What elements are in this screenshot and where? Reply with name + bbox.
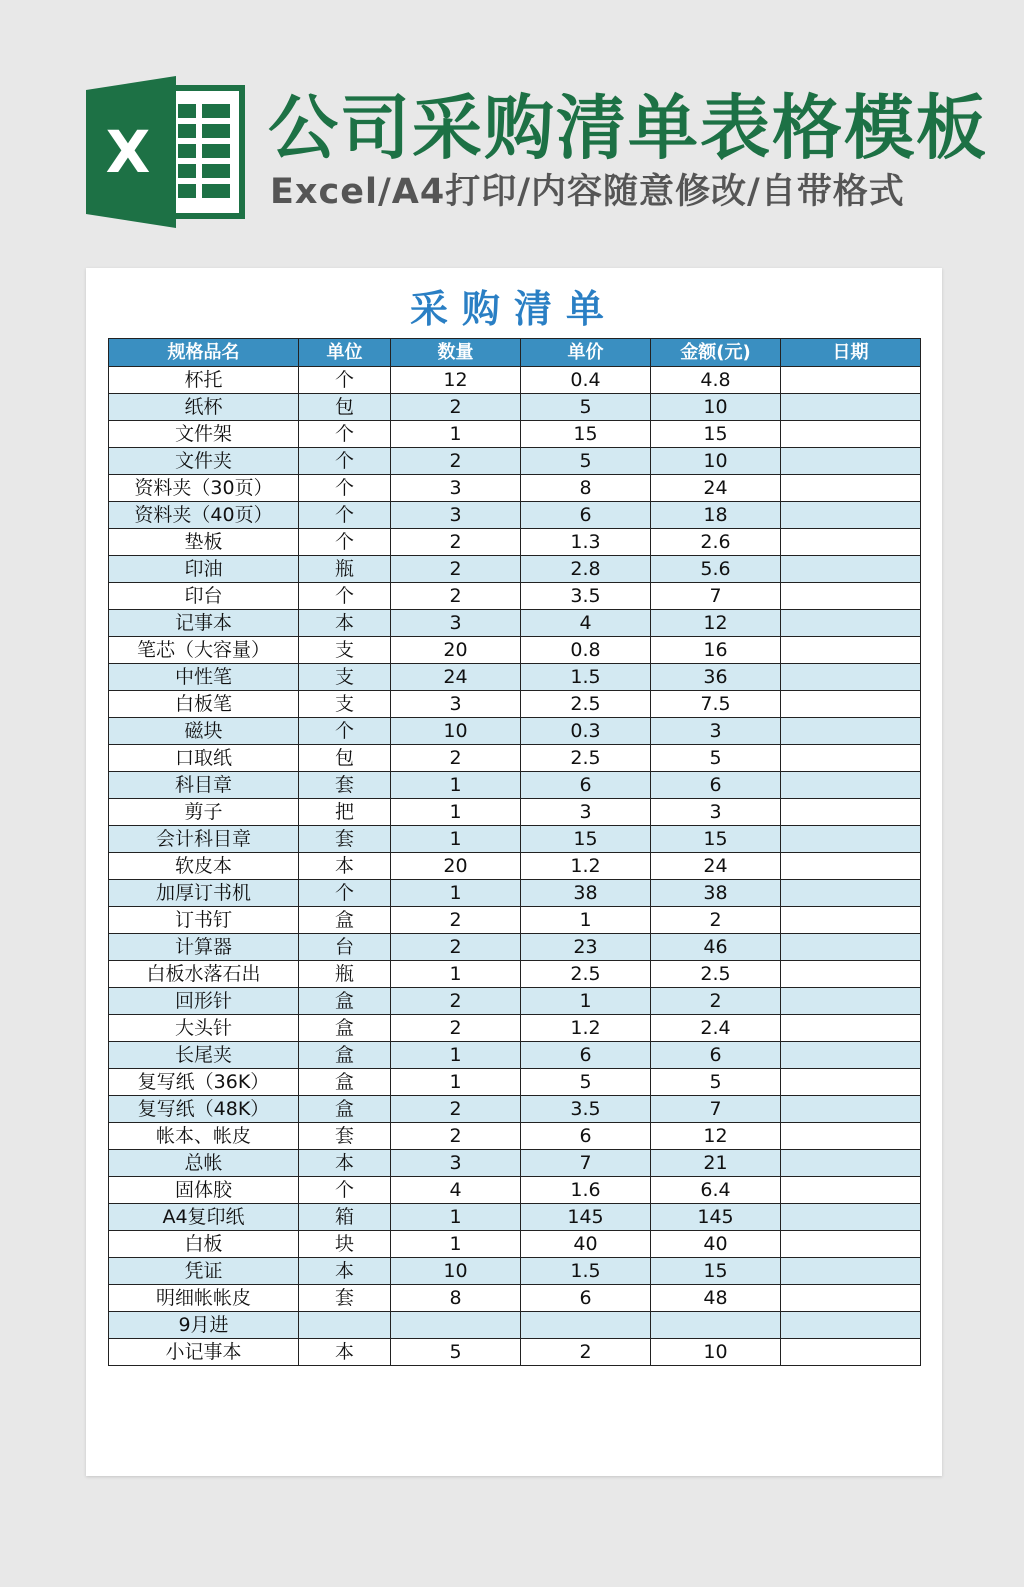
cell-col-qty[interactable]: 2: [391, 1123, 521, 1150]
table-row: [109, 853, 921, 880]
cell-col-unit[interactable]: 套: [299, 1123, 391, 1150]
cell-col-date[interactable]: [781, 637, 921, 664]
cell-col-amount[interactable]: 18: [651, 502, 781, 529]
cell-col-name[interactable]: 文件架: [109, 421, 299, 448]
cell-col-unit[interactable]: 盒: [299, 1042, 391, 1069]
cell-col-qty[interactable]: 2: [391, 529, 521, 556]
cell-col-name[interactable]: 笔芯（大容量）: [109, 637, 299, 664]
cell-col-qty[interactable]: 2: [391, 1015, 521, 1042]
cell-col-amount[interactable]: 38: [651, 880, 781, 907]
cell-col-price[interactable]: 145: [521, 1204, 651, 1231]
cell-col-date[interactable]: [781, 448, 921, 475]
cell-col-name[interactable]: 印油: [109, 556, 299, 583]
cell-col-amount[interactable]: 10: [651, 394, 781, 421]
cell-col-unit[interactable]: 支: [299, 691, 391, 718]
table-row: [109, 880, 921, 907]
cell-col-name[interactable]: 长尾夹: [109, 1042, 299, 1069]
cell-col-price[interactable]: 6: [521, 1123, 651, 1150]
cell-col-unit[interactable]: 个: [299, 583, 391, 610]
cell-col-qty[interactable]: 1: [391, 880, 521, 907]
cell-col-amount[interactable]: 3: [651, 718, 781, 745]
table-row: [109, 664, 921, 691]
cell-col-price[interactable]: 2.5: [521, 691, 651, 718]
cell-col-date[interactable]: [781, 475, 921, 502]
table-row: [109, 529, 921, 556]
cell-col-qty[interactable]: 2: [391, 556, 521, 583]
cell-col-amount[interactable]: 15: [651, 421, 781, 448]
cell-col-qty[interactable]: 1: [391, 826, 521, 853]
cell-col-amount[interactable]: 6.4: [651, 1177, 781, 1204]
cell-col-name[interactable]: 订书钉: [109, 907, 299, 934]
cell-col-qty[interactable]: 12: [391, 367, 521, 394]
cell-col-date[interactable]: [781, 610, 921, 637]
table-row: [109, 1123, 921, 1150]
cell-col-qty[interactable]: 1: [391, 772, 521, 799]
cell-col-unit[interactable]: [299, 1312, 391, 1339]
cell-col-price[interactable]: 1: [521, 988, 651, 1015]
cell-col-date[interactable]: [781, 988, 921, 1015]
cell-col-unit[interactable]: 本: [299, 853, 391, 880]
cell-col-qty[interactable]: 2: [391, 988, 521, 1015]
cell-col-unit[interactable]: 个: [299, 1177, 391, 1204]
cell-col-unit[interactable]: 块: [299, 1231, 391, 1258]
cell-col-unit[interactable]: 包: [299, 745, 391, 772]
cell-col-qty[interactable]: 5: [391, 1339, 521, 1366]
cell-col-amount[interactable]: 7: [651, 583, 781, 610]
cell-col-unit[interactable]: 套: [299, 1285, 391, 1312]
cell-col-unit[interactable]: 个: [299, 475, 391, 502]
cell-col-name[interactable]: 复写纸（48K）: [109, 1096, 299, 1123]
cell-col-amount[interactable]: 6: [651, 1042, 781, 1069]
cell-col-date[interactable]: [781, 907, 921, 934]
cell-col-qty[interactable]: 2: [391, 583, 521, 610]
cell-col-name[interactable]: 口取纸: [109, 745, 299, 772]
header-col-name: 规格品名: [109, 339, 299, 367]
table-row: [109, 610, 921, 637]
cell-col-unit[interactable]: 把: [299, 799, 391, 826]
cell-col-unit[interactable]: 本: [299, 1339, 391, 1366]
cell-col-price[interactable]: 2.5: [521, 745, 651, 772]
table-row: [109, 1096, 921, 1123]
table-row: [109, 421, 921, 448]
cell-col-price[interactable]: 1.6: [521, 1177, 651, 1204]
table-row: [109, 367, 921, 394]
header-col-date: 日期: [781, 339, 921, 367]
table-row: [109, 907, 921, 934]
cell-col-name[interactable]: 文件夹: [109, 448, 299, 475]
sheet-title: 采购清单: [409, 287, 618, 331]
cell-col-qty[interactable]: 1: [391, 961, 521, 988]
cell-col-amount[interactable]: 46: [651, 934, 781, 961]
cell-col-name[interactable]: 固体胶: [109, 1177, 299, 1204]
cell-col-date[interactable]: [781, 1015, 921, 1042]
table-row: [109, 475, 921, 502]
table-row: [109, 1015, 921, 1042]
cell-col-name[interactable]: 纸杯: [109, 394, 299, 421]
table-row: [109, 988, 921, 1015]
cell-col-price[interactable]: 3.5: [521, 1096, 651, 1123]
cell-col-unit[interactable]: 包: [299, 394, 391, 421]
cell-col-name[interactable]: 记事本: [109, 610, 299, 637]
cell-col-price[interactable]: 38: [521, 880, 651, 907]
table-row: [109, 394, 921, 421]
table-row: [109, 1042, 921, 1069]
table-body: [109, 367, 921, 1366]
cell-col-name[interactable]: 科目章: [109, 772, 299, 799]
cell-col-amount[interactable]: 2.6: [651, 529, 781, 556]
cell-col-amount[interactable]: 15: [651, 826, 781, 853]
page-title: 公司采购清单表格模板: [268, 87, 988, 169]
cell-col-date[interactable]: [781, 772, 921, 799]
cell-col-qty[interactable]: 1: [391, 1231, 521, 1258]
cell-col-name[interactable]: 白板水落石出: [109, 961, 299, 988]
cell-col-date[interactable]: [781, 1204, 921, 1231]
cell-col-unit[interactable]: 个: [299, 448, 391, 475]
cell-col-price[interactable]: 1.5: [521, 664, 651, 691]
table-row: [109, 826, 921, 853]
header-col-unit: 单位: [299, 339, 391, 367]
cell-col-name[interactable]: 总帐: [109, 1150, 299, 1177]
cell-col-unit[interactable]: 瓶: [299, 961, 391, 988]
cell-col-amount[interactable]: 24: [651, 853, 781, 880]
cell-col-qty[interactable]: 1: [391, 799, 521, 826]
cell-col-date[interactable]: [781, 1231, 921, 1258]
cell-col-name[interactable]: 回形针: [109, 988, 299, 1015]
cell-col-amount[interactable]: 21: [651, 1150, 781, 1177]
cell-col-amount[interactable]: 12: [651, 610, 781, 637]
cell-col-amount[interactable]: 5: [651, 1069, 781, 1096]
cell-col-amount[interactable]: 10: [651, 1339, 781, 1366]
cell-col-name[interactable]: 垫板: [109, 529, 299, 556]
cell-col-price[interactable]: 1.2: [521, 853, 651, 880]
cell-col-qty[interactable]: 2: [391, 934, 521, 961]
cell-col-amount[interactable]: 145: [651, 1204, 781, 1231]
table-row: [109, 934, 921, 961]
cell-col-date[interactable]: [781, 961, 921, 988]
cell-col-date[interactable]: [781, 664, 921, 691]
cell-col-amount[interactable]: 6: [651, 772, 781, 799]
cell-col-qty[interactable]: 3: [391, 475, 521, 502]
cell-col-qty[interactable]: 20: [391, 637, 521, 664]
cell-col-date[interactable]: [781, 421, 921, 448]
cell-col-price[interactable]: 0.3: [521, 718, 651, 745]
cell-col-name[interactable]: 小记事本: [109, 1339, 299, 1366]
cell-col-date[interactable]: [781, 367, 921, 394]
cell-col-qty[interactable]: 8: [391, 1285, 521, 1312]
page-subtitle: Excel/A4打印/内容随意修改/自带格式: [270, 172, 905, 212]
cell-col-unit[interactable]: 盒: [299, 1096, 391, 1123]
cell-col-date[interactable]: [781, 853, 921, 880]
cell-col-unit[interactable]: 箱: [299, 1204, 391, 1231]
cell-col-date[interactable]: [781, 583, 921, 610]
cell-col-qty[interactable]: [391, 1312, 521, 1339]
table-row: [109, 745, 921, 772]
cell-col-name[interactable]: 凭证: [109, 1258, 299, 1285]
cell-col-unit[interactable]: 本: [299, 1258, 391, 1285]
cell-col-amount[interactable]: 7.5: [651, 691, 781, 718]
cell-col-amount[interactable]: 3: [651, 799, 781, 826]
cell-col-name[interactable]: A4复印纸: [109, 1204, 299, 1231]
cell-col-price[interactable]: 7: [521, 1150, 651, 1177]
cell-col-date[interactable]: [781, 718, 921, 745]
cell-col-name[interactable]: 杯托: [109, 367, 299, 394]
cell-col-amount[interactable]: 4.8: [651, 367, 781, 394]
table-row: [109, 1339, 921, 1366]
table-row: [109, 502, 921, 529]
table-row: [109, 1177, 921, 1204]
cell-col-qty[interactable]: 4: [391, 1177, 521, 1204]
cell-col-price[interactable]: 1.2: [521, 1015, 651, 1042]
table-row: [109, 1285, 921, 1312]
logo-letter: X: [105, 118, 151, 186]
cell-col-price[interactable]: 1: [521, 907, 651, 934]
cell-col-qty[interactable]: 1: [391, 421, 521, 448]
cell-col-date[interactable]: [781, 394, 921, 421]
table-row: [109, 1204, 921, 1231]
cell-col-qty[interactable]: 3: [391, 610, 521, 637]
table-row: [109, 1258, 921, 1285]
cell-col-price[interactable]: 5: [521, 394, 651, 421]
cell-col-unit[interactable]: 个: [299, 529, 391, 556]
cell-col-unit[interactable]: 套: [299, 772, 391, 799]
cell-col-name[interactable]: 帐本、帐皮: [109, 1123, 299, 1150]
cell-col-unit[interactable]: 盒: [299, 988, 391, 1015]
cell-col-price[interactable]: [521, 1312, 651, 1339]
cell-col-name[interactable]: 白板笔: [109, 691, 299, 718]
cell-col-amount[interactable]: 2.4: [651, 1015, 781, 1042]
cell-col-name[interactable]: 资料夹（30页）: [109, 475, 299, 502]
cell-col-date[interactable]: [781, 1069, 921, 1096]
cell-col-price[interactable]: 0.4: [521, 367, 651, 394]
table-row: [109, 556, 921, 583]
cell-col-unit[interactable]: 盒: [299, 907, 391, 934]
cell-col-unit[interactable]: 台: [299, 934, 391, 961]
cell-col-price[interactable]: 15: [521, 826, 651, 853]
cell-col-date[interactable]: [781, 799, 921, 826]
cell-col-name[interactable]: 资料夹（40页）: [109, 502, 299, 529]
cell-col-price[interactable]: 6: [521, 1285, 651, 1312]
cell-col-amount[interactable]: [651, 1312, 781, 1339]
cell-col-amount[interactable]: 2: [651, 988, 781, 1015]
cell-col-amount[interactable]: 16: [651, 637, 781, 664]
cell-col-amount[interactable]: 36: [651, 664, 781, 691]
cell-col-unit[interactable]: 个: [299, 502, 391, 529]
cell-col-date[interactable]: [781, 1258, 921, 1285]
cell-col-qty[interactable]: 2: [391, 394, 521, 421]
cell-col-qty[interactable]: 3: [391, 1150, 521, 1177]
cell-col-qty[interactable]: 2: [391, 1096, 521, 1123]
cell-col-amount[interactable]: 7: [651, 1096, 781, 1123]
table-row: [109, 772, 921, 799]
cell-col-unit[interactable]: 个: [299, 421, 391, 448]
header-col-price: 单价: [521, 339, 651, 367]
table-row: [109, 1069, 921, 1096]
cell-col-name[interactable]: 印台: [109, 583, 299, 610]
cell-col-date[interactable]: [781, 826, 921, 853]
cell-col-price[interactable]: 8: [521, 475, 651, 502]
cell-col-amount[interactable]: 5.6: [651, 556, 781, 583]
cell-col-qty[interactable]: 24: [391, 664, 521, 691]
cell-col-name[interactable]: 白板: [109, 1231, 299, 1258]
purchase-table: [108, 338, 921, 1366]
cell-col-name[interactable]: 会计科目章: [109, 826, 299, 853]
cell-col-qty[interactable]: 2: [391, 448, 521, 475]
cell-col-price[interactable]: 40: [521, 1231, 651, 1258]
cell-col-date[interactable]: [781, 529, 921, 556]
cell-col-name[interactable]: 软皮本: [109, 853, 299, 880]
cell-col-date[interactable]: [781, 1123, 921, 1150]
cell-col-qty[interactable]: 20: [391, 853, 521, 880]
cell-col-date[interactable]: [781, 1042, 921, 1069]
cell-col-date[interactable]: [781, 745, 921, 772]
cell-col-date[interactable]: [781, 934, 921, 961]
cell-col-qty[interactable]: 2: [391, 745, 521, 772]
cell-col-price[interactable]: 3.5: [521, 583, 651, 610]
cell-col-name[interactable]: 磁块: [109, 718, 299, 745]
cell-col-price[interactable]: 4: [521, 610, 651, 637]
table-row: [109, 448, 921, 475]
cell-col-qty[interactable]: 1: [391, 1204, 521, 1231]
header-col-amount: 金额(元): [651, 339, 781, 367]
cell-col-amount[interactable]: 10: [651, 448, 781, 475]
cell-col-qty[interactable]: 10: [391, 718, 521, 745]
cell-col-name[interactable]: 9月进: [109, 1312, 299, 1339]
cell-col-amount[interactable]: 12: [651, 1123, 781, 1150]
cell-col-price[interactable]: 6: [521, 1042, 651, 1069]
cell-col-qty[interactable]: 1: [391, 1042, 521, 1069]
cell-col-price[interactable]: 2: [521, 1339, 651, 1366]
table-row: [109, 1150, 921, 1177]
cell-col-amount[interactable]: 40: [651, 1231, 781, 1258]
cell-col-amount[interactable]: 2.5: [651, 961, 781, 988]
cell-col-name[interactable]: 计算器: [109, 934, 299, 961]
spreadsheet-page: [86, 268, 942, 1476]
table-row: [109, 1312, 921, 1339]
table-row: [109, 637, 921, 664]
cell-col-date[interactable]: [781, 1150, 921, 1177]
cell-col-unit[interactable]: 支: [299, 637, 391, 664]
cell-col-unit[interactable]: 本: [299, 1150, 391, 1177]
cell-col-unit[interactable]: 个: [299, 367, 391, 394]
cell-col-unit[interactable]: 个: [299, 718, 391, 745]
cell-col-name[interactable]: 加厚订书机: [109, 880, 299, 907]
cell-col-price[interactable]: 3: [521, 799, 651, 826]
cell-col-name[interactable]: 中性笔: [109, 664, 299, 691]
table-row: [109, 691, 921, 718]
cell-col-date[interactable]: [781, 1312, 921, 1339]
table-row: [109, 583, 921, 610]
cell-col-qty[interactable]: 2: [391, 907, 521, 934]
cell-col-date[interactable]: [781, 880, 921, 907]
cell-col-unit[interactable]: 盒: [299, 1069, 391, 1096]
cell-col-price[interactable]: 5: [521, 1069, 651, 1096]
cell-col-price[interactable]: 1.5: [521, 1258, 651, 1285]
cell-col-amount[interactable]: 2: [651, 907, 781, 934]
cell-col-unit[interactable]: 瓶: [299, 556, 391, 583]
cell-col-date[interactable]: [781, 1096, 921, 1123]
cell-col-unit[interactable]: 套: [299, 826, 391, 853]
cell-col-amount[interactable]: 24: [651, 475, 781, 502]
cell-col-unit[interactable]: 盒: [299, 1015, 391, 1042]
cell-col-date[interactable]: [781, 1339, 921, 1366]
cell-col-price[interactable]: 5: [521, 448, 651, 475]
cell-col-unit[interactable]: 支: [299, 664, 391, 691]
cell-col-date[interactable]: [781, 691, 921, 718]
cell-col-amount[interactable]: 15: [651, 1258, 781, 1285]
cell-col-date[interactable]: [781, 1177, 921, 1204]
cell-col-date[interactable]: [781, 502, 921, 529]
cell-col-qty[interactable]: 3: [391, 502, 521, 529]
cell-col-price[interactable]: 2.5: [521, 961, 651, 988]
cell-col-qty[interactable]: 3: [391, 691, 521, 718]
cell-col-unit[interactable]: 个: [299, 880, 391, 907]
cell-col-unit[interactable]: 本: [299, 610, 391, 637]
table-row: [109, 1231, 921, 1258]
cell-col-price[interactable]: 0.8: [521, 637, 651, 664]
cell-col-amount[interactable]: 48: [651, 1285, 781, 1312]
excel-logo-icon: [86, 76, 246, 228]
cell-col-price[interactable]: 6: [521, 502, 651, 529]
table-row: [109, 799, 921, 826]
cell-col-name[interactable]: 剪子: [109, 799, 299, 826]
table-row: [109, 961, 921, 988]
cell-col-name[interactable]: 复写纸（36K）: [109, 1069, 299, 1096]
cell-col-price[interactable]: 2.8: [521, 556, 651, 583]
cell-col-date[interactable]: [781, 1285, 921, 1312]
banner: [0, 0, 1024, 250]
header-col-qty: 数量: [391, 339, 521, 367]
cell-col-price[interactable]: 23: [521, 934, 651, 961]
cell-col-date[interactable]: [781, 556, 921, 583]
table-row: [109, 718, 921, 745]
cell-col-name[interactable]: 大头针: [109, 1015, 299, 1042]
cell-col-price[interactable]: 6: [521, 772, 651, 799]
cell-col-price[interactable]: 15: [521, 421, 651, 448]
cell-col-name[interactable]: 明细帐帐皮: [109, 1285, 299, 1312]
cell-col-qty[interactable]: 10: [391, 1258, 521, 1285]
cell-col-qty[interactable]: 1: [391, 1069, 521, 1096]
cell-col-amount[interactable]: 5: [651, 745, 781, 772]
cell-col-price[interactable]: 1.3: [521, 529, 651, 556]
header-row: [109, 339, 921, 367]
